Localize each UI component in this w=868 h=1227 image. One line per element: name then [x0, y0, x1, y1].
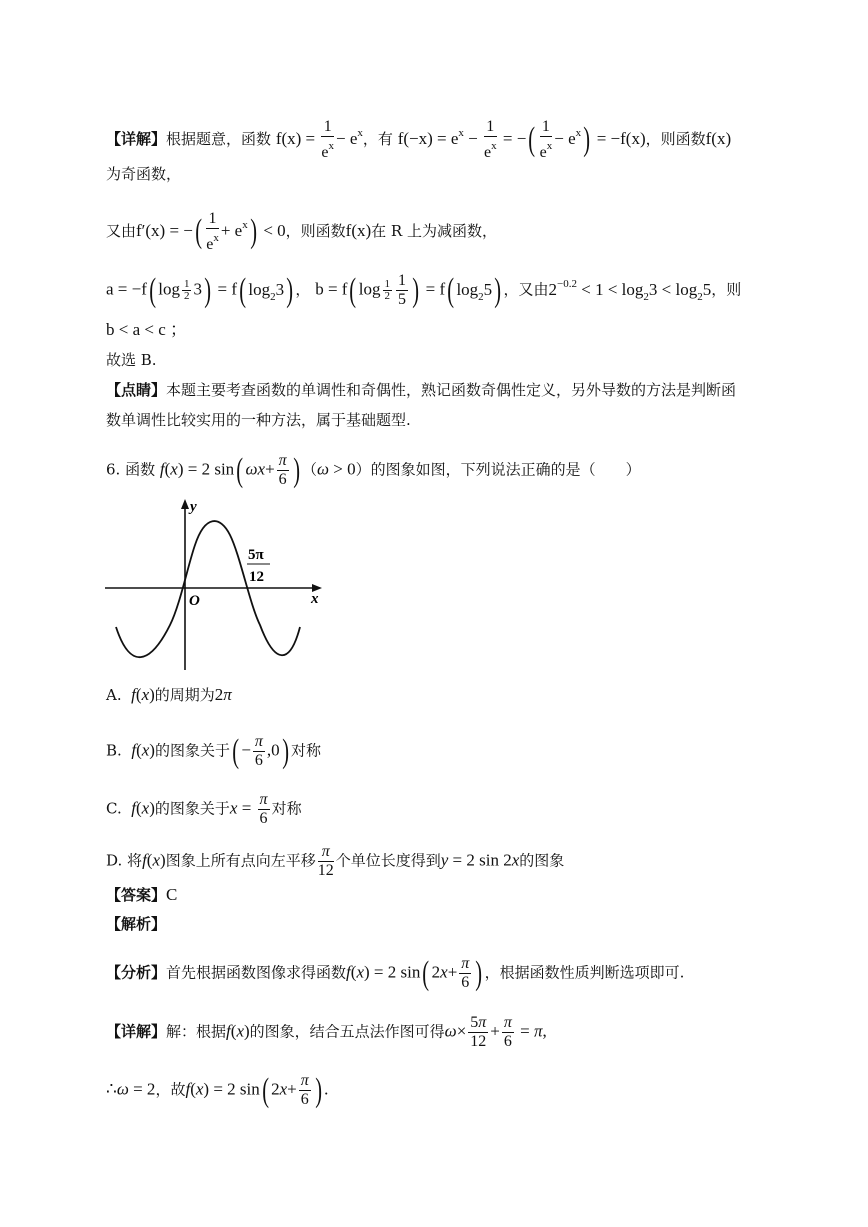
detail-paragraph-1-cont: 为奇函数， — [106, 165, 182, 183]
question-6: 6. 函数 f(x) = 2 sin( ωx+ $\frac{\pi}{6}$ ) （ω > 0）的图象如图，下列说法正确的是（ ） — [106, 451, 641, 489]
text: 个单位长度得到 — [335, 851, 441, 870]
math-expr: f(x) = — [275, 129, 320, 148]
fraction: $\frac{\pi}{6}$ — [278, 452, 287, 488]
text: 的图象关于 — [154, 741, 230, 760]
tick-label-denominator: 12 — [249, 569, 264, 585]
y-axis-label: y — [190, 499, 197, 515]
text: （ — [302, 460, 318, 479]
text: ，则函数 — [285, 222, 346, 240]
text: 又由 — [106, 222, 137, 240]
text: ，根据函数性质判断选项即可. — [484, 963, 685, 982]
comment-label: 【点睛】 — [106, 381, 167, 399]
text: ，则 — [711, 280, 742, 299]
fraction: $\frac{\pi}{6}$ — [461, 955, 470, 991]
fraction: $\frac{1}{e^x}$ — [206, 210, 219, 253]
text: 对称 — [291, 741, 322, 760]
text: 首先根据函数图像求得函数 — [166, 963, 347, 982]
fraction: $\frac{1}{2}$ — [183, 278, 190, 302]
fraction: $\frac{1}{e^x}$ — [484, 118, 497, 161]
detail-paragraph-2: 又由f′(x) = −( $\frac{1}{e^x}$ + $e^x) < 0$，则函数f(x)在 R 上为减函数， — [106, 210, 497, 253]
text: ，则函数 — [645, 130, 706, 148]
detail-paragraph-3: a = −f( log $\frac{1}{2}$ 3) = f( $\log_23$) ， b = f( log $\frac{1}{2}$ $\frac{1}{5}$ ) = f( $\log_25$) ，又由$2^{-0.2} < 1 < \log_23 < \log_25$，则 — [106, 271, 742, 309]
text: 的图象关于 — [154, 799, 230, 818]
answer-value: C — [166, 885, 178, 904]
fraction: $\frac{1}{5}$ — [398, 272, 407, 308]
fraction: $\frac{1}{e^x}$ — [539, 118, 553, 161]
detail-2-line: 【详解】解：根据f(x)的图象，结合五点法作图可得ω× $\frac{5\pi}{12}$ + $\frac{\pi}{6}$ = π, — [106, 1014, 547, 1050]
fraction: $\frac{\pi}{6}$ — [300, 1072, 309, 1108]
y-axis-arrow — [181, 499, 189, 509]
fraction: $\frac{\pi}{6}$ — [259, 791, 268, 827]
text: 本题主要考查函数的单调性和奇偶性，熟记函数奇偶性定义，另外导数的方法是判断函 — [166, 381, 737, 399]
detail-paragraph-4: b < a < c ； — [106, 320, 188, 339]
answer-label: 【答案】 — [106, 886, 167, 904]
option-label: D. — [106, 851, 123, 870]
conclusion-line: ∴ω = 2，故f(x) = 2 sin( 2x+ $\frac{\pi}{6}$ ) . — [106, 1071, 329, 1109]
option-a: A. f(x)的周期为2π — [106, 685, 232, 704]
text: 的周期为 — [154, 686, 215, 704]
fenxi-line: 【分析】首先根据函数图像求得函数f(x) = 2 sin( 2x+ $\frac{\pi}{6}$ ) ，根据函数性质判断选项即可. — [106, 954, 685, 992]
text: ，有 — [362, 130, 393, 148]
answer-line — [106, 885, 177, 905]
option-label: B. — [106, 741, 122, 760]
detail-label: 【详解】 — [106, 1022, 167, 1041]
comment-line-2: 数单调性比较实用的一种方法，属于基础题型. — [106, 411, 411, 429]
text: 的图象，结合五点法作图可得 — [249, 1022, 445, 1041]
option-label: A. — [106, 686, 122, 704]
origin-label: O — [189, 593, 200, 609]
question-number: 6. 函数 — [106, 460, 156, 479]
fraction: $\frac{\pi}{6}$ — [503, 1014, 512, 1050]
text: ）的图象如图，下列说法正确的是（ ） — [355, 460, 641, 479]
fraction: $\frac{\pi}{6}$ — [254, 733, 263, 769]
text: 将 — [127, 851, 143, 870]
fenxi-label: 【分析】 — [106, 963, 167, 982]
text: 的图象 — [519, 851, 565, 870]
sine-curve — [116, 521, 300, 657]
text: 根据题意，函数 — [166, 130, 272, 148]
detail-paragraph-1: 【详解】根据题意，函数 f(x) = $\frac{1}{e^x}$ − $e^x$，有 $f(-x) = e^x$ − $\frac{1}{e^x}$ = −( $\frac{1}{e^x}$ − $e^x) = -f(x)$，则函数f(x) — [106, 118, 732, 161]
fraction: $\frac{\pi}{12}$ — [317, 843, 334, 879]
tick-label-numerator: 5π — [248, 547, 264, 563]
option-label: C. — [106, 799, 122, 818]
text: ，又由 — [503, 280, 549, 299]
comment-line-1 — [106, 380, 736, 400]
text: 在 R 上为减函数， — [371, 222, 497, 240]
analysis-label: 【解析】 — [106, 915, 167, 933]
option-b: B. f(x)的图象关于( − $\frac{\pi}{6}$ ,0) 对称 — [106, 732, 322, 770]
option-c: C. f(x)的图象关于x = $\frac{\pi}{6}$ 对称 — [106, 791, 302, 827]
math-expr: $f(-x) = e^x$ − — [397, 127, 482, 148]
option-d: D. 将f(x)图象上所有点向左平移 $\frac{\pi}{12}$ 个单位长度得到y = 2 sin 2x的图象 — [106, 843, 565, 879]
text: 对称 — [271, 799, 302, 818]
fraction: $\frac{1}{2}$ — [384, 278, 391, 302]
sine-graph — [100, 495, 330, 675]
text: ，故 — [155, 1080, 186, 1099]
choose-b: 故选 B. — [106, 351, 157, 369]
text: ， — [295, 280, 311, 299]
fraction: $\frac{5\pi}{12}$ — [470, 1014, 487, 1050]
detail-label: 【详解】 — [106, 130, 167, 148]
text: 图象上所有点向左平移 — [165, 851, 316, 870]
text: 解：根据 — [166, 1022, 227, 1041]
fraction: $\frac{1}{e^x}$ — [321, 118, 334, 161]
x-axis-label: x — [311, 591, 319, 607]
